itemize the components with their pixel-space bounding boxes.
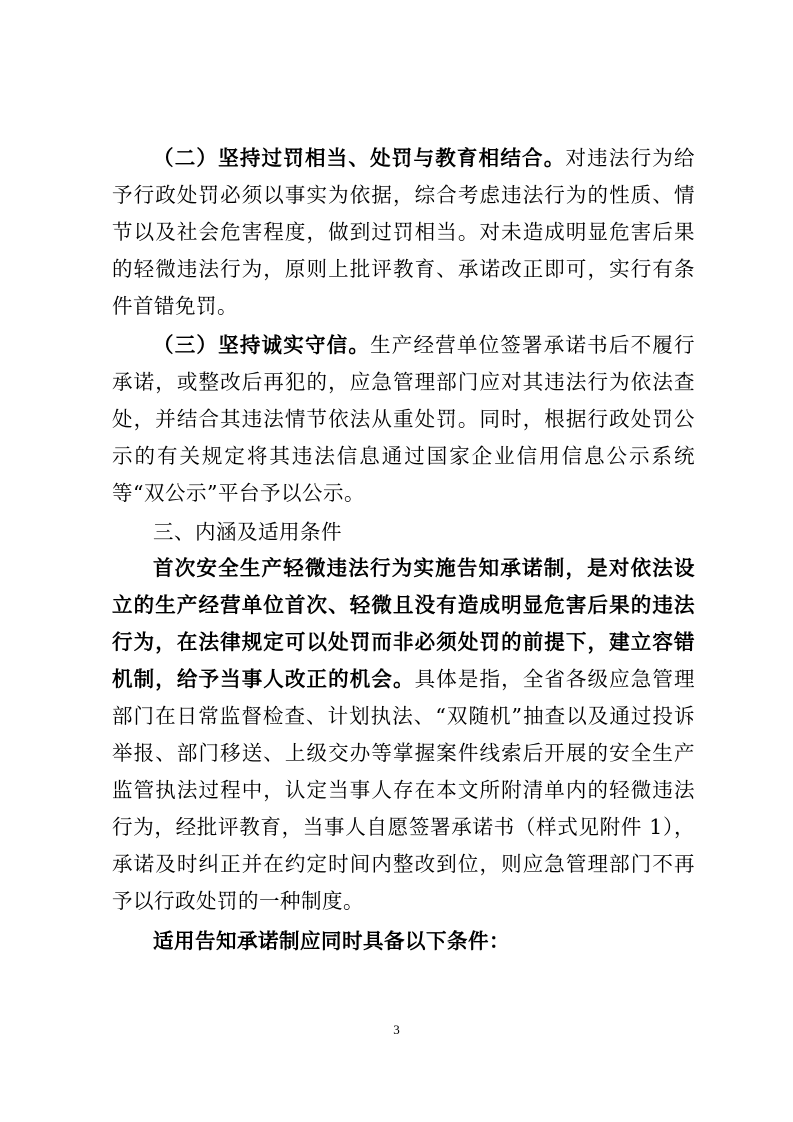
conditions-heading: 适用告知承诺制应同时具备以下条件： (153, 929, 510, 953)
paragraph-body: 生产经营单位签署承诺书后不履行承诺，或整改后再犯的，应急管理部门应对其违法行为依法查处，并结合其违法情节依法从重处罚。同时，根据行政处罚公示的有关规定将其违法信息通过国家企业信用信息公示系统等“双公示”平台予以公示。 (112, 333, 696, 505)
paragraph-heading: （二）坚持过罚相当、处罚与教育相结合。 (153, 146, 566, 170)
paragraph-definition (112, 550, 695, 920)
definition-bold-text: 首次安全生产轻微违法行为实施告知承诺制，是对依法设立的生产经营单位首次、轻微且没有造成明显危害后果的违法行为，在法律规定可以处罚而非必须处罚的前提下，建立容错机制，给予当事人改正的机会。 (112, 556, 695, 691)
page-number: 3 (393, 1022, 400, 1037)
section-heading: 三、内涵及适用条件 (153, 520, 342, 544)
definition-body: 具体是指，全省各级应急管理部门在日常监督检查、计划执法、“双随机”抽查以及通过投诉举报、部门移送、上级交办等掌握案件线索后开展的安全生产监管执法过程中，认定当事人存在本文所附清单内的轻微违法行为，经批评教育，当事人自愿签署承诺书（样式见附件 1），承诺及时纠正并在约定时间内整改到位，则应急管理部门不再予以行政处罚的一种制度。 (112, 667, 696, 913)
paragraph-principle-3 (112, 327, 695, 512)
paragraph-principle-2 (112, 140, 695, 325)
paragraph-heading: （三）坚持诚实守信。 (153, 333, 371, 357)
paragraph-body: 对违法行为给予行政处罚必须以事实为依据，综合考虑违法行为的性质、情节以及社会危害程度，做到过罚相当。对未造成明显危害后果的轻微违法行为，原则上批评教育、承诺改正即可，实行有条件首错免罚。 (112, 146, 696, 318)
